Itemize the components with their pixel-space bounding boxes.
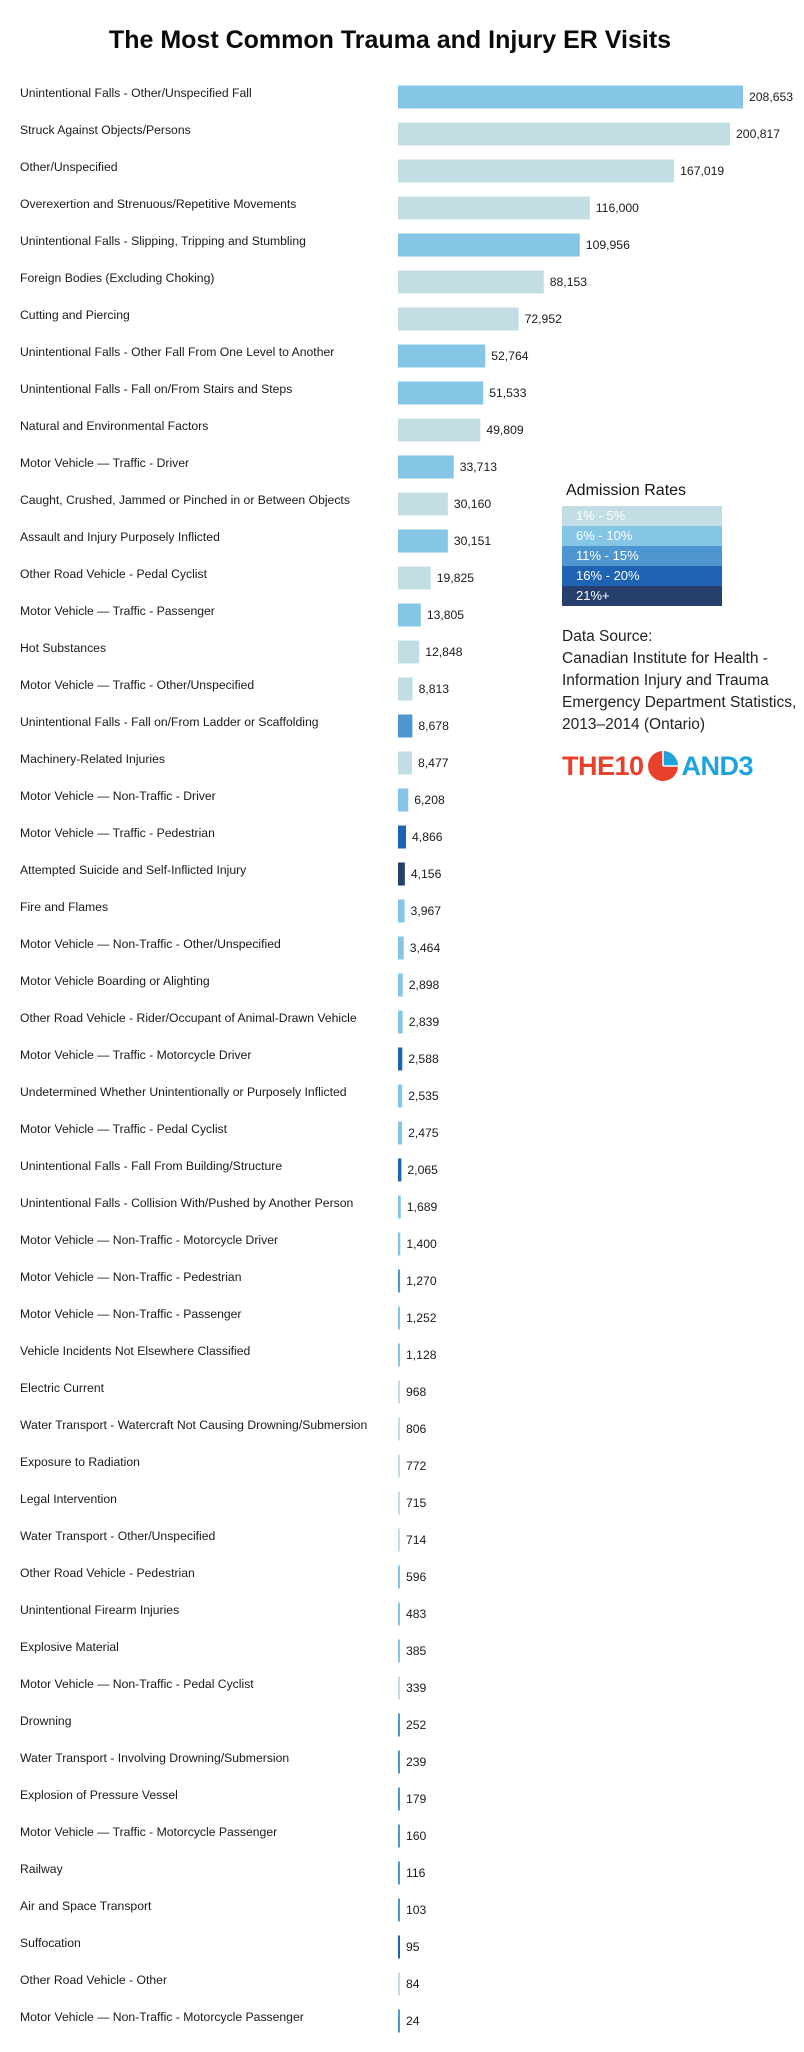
bar	[398, 1233, 400, 1256]
bar	[398, 900, 405, 923]
value-label: 33,713	[459, 460, 498, 475]
category-label: Assault and Injury Purposely Inflicted	[20, 530, 220, 545]
value-label: 2,475	[408, 1126, 439, 1141]
bar	[398, 715, 412, 738]
value-label: 200,817	[736, 127, 781, 142]
bar	[398, 1899, 400, 1922]
pie-logo-icon	[647, 750, 679, 782]
value-label: 8,813	[418, 682, 450, 697]
category-label: Overexertion and Strenuous/Repetitive Movements	[20, 197, 297, 212]
chart-title: The Most Common Trauma and Injury ER Visits	[108, 26, 672, 54]
category-label: Air and Space Transport	[20, 1899, 152, 1914]
category-label: Explosive Material	[20, 1640, 119, 1655]
value-label: 95	[406, 1940, 420, 1955]
category-label: Motor Vehicle — Traffic - Driver	[20, 456, 190, 471]
value-label: 49,809	[486, 423, 524, 438]
category-label: Other Road Vehicle - Pedestrian	[20, 1566, 195, 1581]
brand-logo-left: THE10	[562, 750, 644, 781]
bar	[398, 826, 406, 849]
bar	[398, 1196, 401, 1219]
value-label: 30,160	[453, 497, 492, 512]
category-label: Unintentional Falls - Fall on/From Stairs and Steps	[20, 382, 293, 397]
bar	[398, 1677, 400, 1700]
value-label: 84	[406, 1977, 420, 1992]
value-label: 8,477	[418, 756, 449, 771]
category-label: Attempted Suicide and Self-Inflicted Injury	[20, 863, 247, 878]
bar	[398, 567, 431, 590]
bar	[398, 1455, 400, 1478]
value-label: 1,400	[406, 1237, 437, 1252]
legend-item-16-20: 16% - 20%	[562, 566, 722, 586]
data-source	[562, 626, 802, 736]
legend-title: Admission Rates	[566, 482, 687, 499]
legend-item-21-plus: 21%+	[562, 586, 722, 606]
category-label: Unintentional Falls - Other/Unspecified Fall	[20, 86, 252, 101]
category-label: Motor Vehicle — Non-Traffic - Passenger	[20, 1307, 242, 1322]
value-label: 2,588	[408, 1052, 439, 1067]
value-label: 596	[406, 1570, 427, 1585]
category-label: Struck Against Objects/Persons	[20, 123, 191, 138]
category-label: Motor Vehicle — Non-Traffic - Pedestrian	[20, 1270, 242, 1285]
category-label: Motor Vehicle — Traffic - Motorcycle Passenger	[20, 1825, 278, 1840]
value-label: 1,270	[406, 1274, 437, 1289]
category-label: Exposure to Radiation	[20, 1455, 140, 1470]
bar	[398, 863, 405, 886]
bar	[398, 1270, 400, 1293]
value-label: 483	[406, 1607, 427, 1622]
value-label: 2,898	[408, 978, 440, 993]
category-label: Electric Current	[20, 1381, 104, 1396]
category-label: Railway	[20, 1862, 63, 1877]
bar	[398, 1048, 402, 1071]
category-label: Unintentional Falls - Slipping, Tripping and Stumbling	[20, 234, 306, 249]
category-label: Cutting and Piercing	[20, 308, 130, 323]
value-label: 19,825	[436, 571, 475, 586]
category-label: Unintentional Falls - Collision With/Pushed by Another Person	[20, 1196, 354, 1211]
bar	[398, 1122, 402, 1145]
category-label: Other/Unspecified	[20, 160, 118, 175]
legend	[562, 482, 802, 606]
value-label: 160	[406, 1829, 427, 1844]
category-label: Motor Vehicle — Traffic - Other/Unspecified	[20, 678, 255, 693]
bar	[398, 1344, 400, 1367]
value-label: 109,956	[585, 238, 630, 253]
bar	[398, 1936, 400, 1959]
legend-item-6-10: 6% - 10%	[562, 526, 722, 546]
value-label: 339	[406, 1681, 427, 1696]
category-label: Motor Vehicle — Non-Traffic - Driver	[20, 789, 216, 804]
value-label: 385	[406, 1644, 427, 1659]
bar	[398, 1603, 400, 1626]
value-label: 1,689	[406, 1200, 438, 1215]
legend-item-11-15: 11% - 15%	[562, 546, 722, 566]
category-label: Unintentional Firearm Injuries	[20, 1603, 180, 1618]
category-label: Motor Vehicle Boarding or Alighting	[20, 974, 210, 989]
value-label: 715	[406, 1496, 427, 1511]
bar	[398, 382, 483, 405]
category-label: Motor Vehicle — Non-Traffic - Other/Unspecified	[20, 937, 281, 952]
bar	[398, 456, 454, 479]
value-label: 12,848	[425, 645, 463, 660]
bar	[398, 530, 448, 553]
category-label: Drowning	[20, 1714, 72, 1729]
value-label: 13,805	[426, 608, 465, 623]
bar	[398, 1714, 400, 1737]
category-label: Motor Vehicle — Traffic - Motorcycle Driver	[20, 1048, 252, 1063]
source-text: Canadian Institute for Health - Information Injury and Trauma Emergency Department Statistics, 2013–2014 (Ontario)	[562, 650, 797, 733]
value-label: 116	[406, 1866, 426, 1881]
value-label: 3,464	[409, 941, 441, 956]
category-label: Undetermined Whether Unintentionally or Purposely Inflicted	[20, 1085, 347, 1100]
category-label: Unintentional Falls - Other Fall From One Level to Another	[20, 345, 335, 360]
category-label: Caught, Crushed, Jammed or Pinched in or Between Objects	[20, 493, 350, 508]
value-label: 51,533	[489, 386, 527, 401]
value-label: 252	[406, 1718, 427, 1733]
bar	[398, 123, 730, 146]
category-label: Foreign Bodies (Excluding Choking)	[20, 271, 215, 286]
brand-logo	[562, 748, 753, 784]
bar	[398, 345, 485, 368]
bar	[398, 1418, 400, 1441]
bar	[398, 1307, 400, 1330]
bar	[398, 419, 480, 442]
category-label: Legal Intervention	[20, 1492, 117, 1507]
bar	[398, 789, 408, 812]
bar	[398, 1011, 403, 1034]
category-label: Water Transport - Watercraft Not Causing Drowning/Submersion	[20, 1418, 368, 1433]
value-label: 3,967	[410, 904, 442, 919]
category-label: Other Road Vehicle - Other	[20, 1973, 167, 1988]
value-label: 2,839	[408, 1015, 440, 1030]
category-label: Motor Vehicle — Traffic - Pedestrian	[20, 826, 215, 841]
value-label: 714	[406, 1533, 427, 1548]
value-label: 1,128	[406, 1348, 437, 1363]
value-label: 88,153	[549, 275, 588, 290]
bar	[398, 1381, 400, 1404]
value-label: 24	[406, 2014, 420, 2029]
category-label: Water Transport - Other/Unspecified	[20, 1529, 216, 1544]
value-label: 239	[406, 1755, 427, 1770]
value-label: 806	[406, 1422, 427, 1437]
value-label: 968	[406, 1385, 427, 1400]
value-label: 52,764	[491, 349, 529, 364]
bar	[398, 1973, 400, 1996]
category-label: Motor Vehicle — Traffic - Pedal Cyclist	[20, 1122, 228, 1137]
bar	[398, 308, 519, 331]
category-label: Suffocation	[20, 1936, 81, 1951]
category-label: Hot Substances	[20, 641, 107, 656]
bar	[398, 234, 580, 257]
bar	[398, 641, 419, 664]
bar	[398, 1825, 400, 1848]
bar	[398, 1751, 400, 1774]
value-label: 1,252	[406, 1311, 437, 1326]
bar	[398, 1085, 402, 1108]
bar	[398, 86, 743, 109]
bar	[398, 752, 412, 775]
category-label: Other Road Vehicle - Pedal Cyclist	[20, 567, 207, 582]
value-label: 772	[406, 1459, 427, 1474]
value-label: 208,653	[749, 90, 794, 105]
bar	[398, 937, 404, 960]
value-label: 72,952	[524, 312, 562, 327]
source-title: Data Source:	[562, 628, 653, 645]
category-label: Unintentional Falls - Fall From Building/Structure	[20, 1159, 283, 1174]
value-label: 30,151	[453, 534, 492, 549]
bar	[398, 160, 674, 183]
bar	[398, 1640, 400, 1663]
category-label: Machinery-Related Injuries	[20, 752, 165, 767]
bar	[398, 1159, 401, 1182]
category-label: Vehicle Incidents Not Elsewhere Classified	[20, 1344, 251, 1359]
brand-logo-right: AND3	[681, 750, 754, 781]
value-label: 6,208	[414, 793, 445, 808]
bar	[398, 974, 403, 997]
bar	[398, 604, 421, 627]
bar	[398, 2010, 400, 2033]
legend-item-1-5: 1% - 5%	[562, 506, 722, 526]
value-label: 4,866	[412, 830, 443, 845]
value-label: 2,535	[408, 1089, 439, 1104]
bar	[398, 1566, 400, 1589]
value-label: 2,065	[407, 1163, 438, 1178]
category-label: Motor Vehicle — Non-Traffic - Pedal Cyclist	[20, 1677, 254, 1692]
category-label: Motor Vehicle — Traffic - Passenger	[20, 604, 215, 619]
value-label: 167,019	[680, 164, 725, 179]
bar	[398, 1492, 400, 1515]
bar	[398, 678, 413, 701]
value-label: 8,678	[418, 719, 449, 734]
category-label: Explosion of Pressure Vessel	[20, 1788, 178, 1803]
value-label: 179	[406, 1792, 427, 1807]
bar	[398, 1788, 400, 1811]
bar	[398, 1529, 400, 1552]
value-label: 116,000	[595, 201, 639, 216]
category-label: Motor Vehicle — Non-Traffic - Motorcycle Passenger	[20, 2010, 304, 2025]
bar	[398, 1862, 400, 1885]
category-label: Other Road Vehicle - Rider/Occupant of Animal-Drawn Vehicle	[20, 1011, 357, 1026]
category-label: Motor Vehicle — Non-Traffic - Motorcycle Driver	[20, 1233, 279, 1248]
category-label: Water Transport - Involving Drowning/Submersion	[20, 1751, 290, 1766]
bar	[398, 493, 448, 516]
category-label: Unintentional Falls - Fall on/From Ladder or Scaffolding	[20, 715, 319, 730]
bar	[398, 271, 544, 294]
value-label: 4,156	[410, 867, 442, 882]
category-label: Fire and Flames	[20, 900, 109, 915]
bar	[398, 197, 590, 220]
value-label: 103	[406, 1903, 427, 1918]
category-label: Natural and Environmental Factors	[20, 419, 209, 434]
